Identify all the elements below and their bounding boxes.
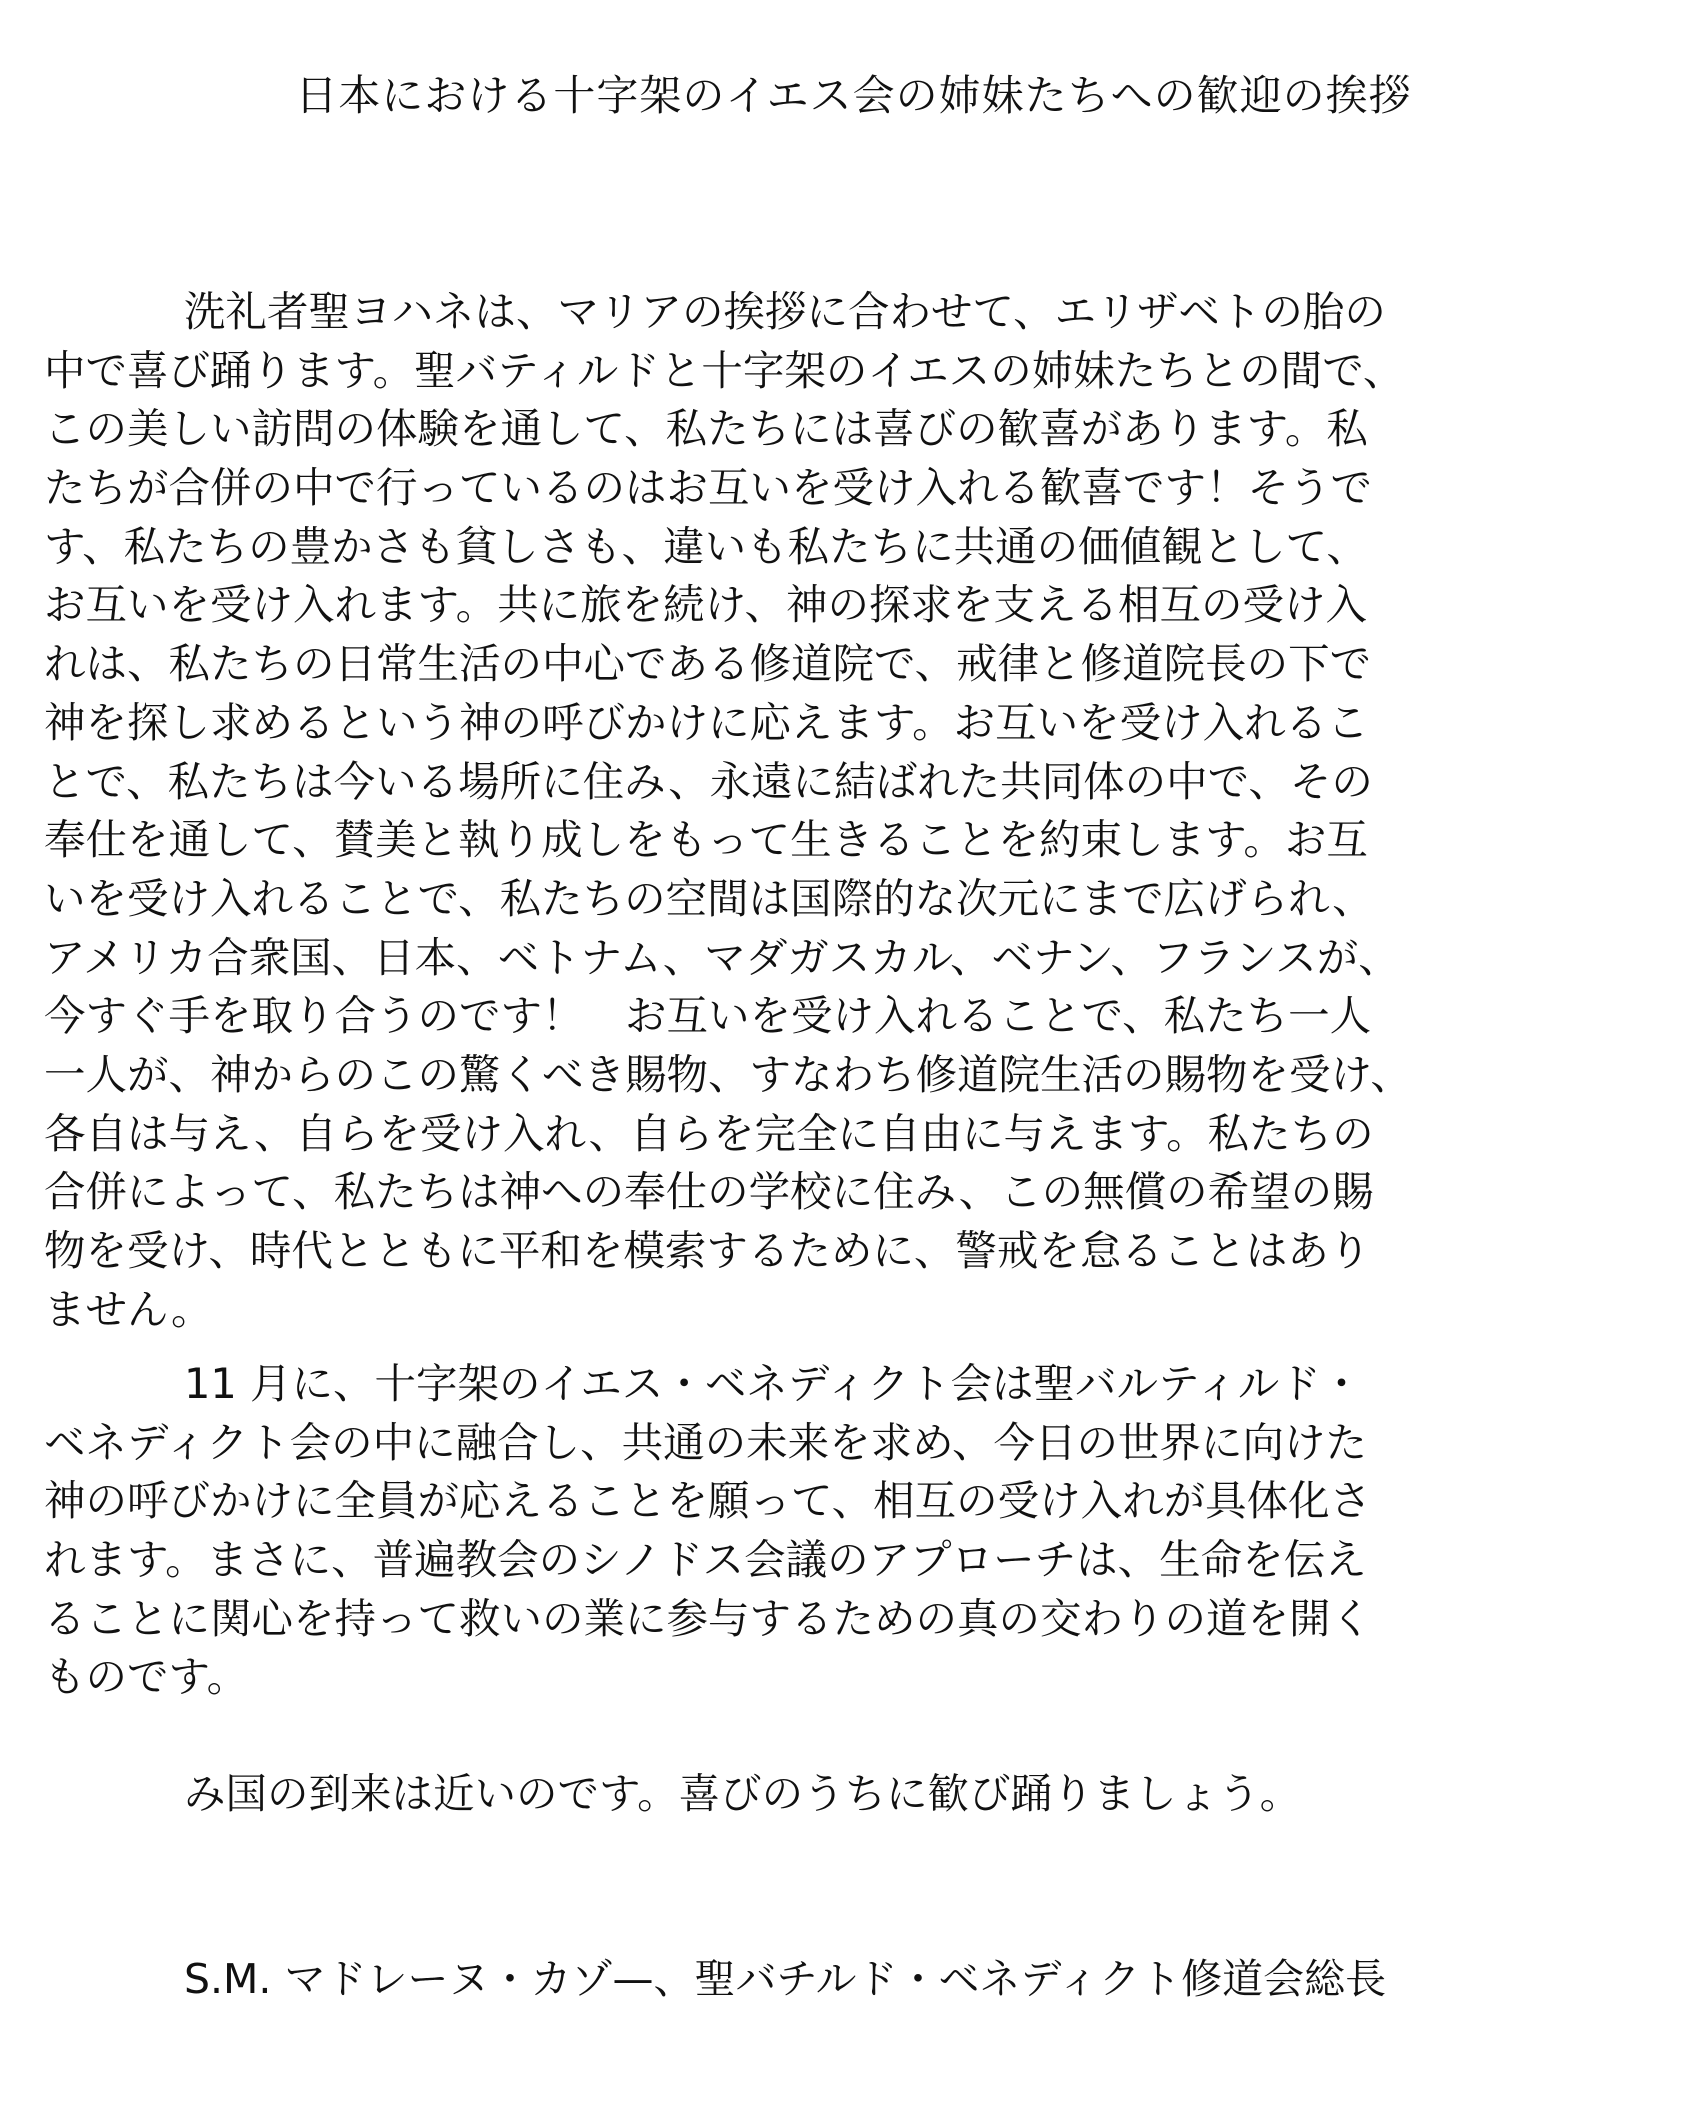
signature: S.M. マドレーヌ・カゾ—、聖バチルド・ベネディクト修道会総長	[184, 1955, 1387, 2003]
paragraph-line: とで、私たちは今いる場所に住み、永遠に結ばれた共同体の中で、その	[44, 756, 1373, 806]
paragraph-line: アメリカ合衆国、日本、ベトナム、マダガスカル、ベナン、フランスが、	[44, 932, 1400, 982]
paragraph-line: ベネディクト会の中に融合し、共通の未来を求め、今日の世界に向けた	[44, 1417, 1368, 1467]
paragraph-line: ものです。	[44, 1652, 249, 1702]
paragraph-line: 合併によって、私たちは神への奉仕の学校に住み、この無償の希望の賜	[44, 1167, 1374, 1217]
paragraph-line: 中で喜び踊ります。聖バティルドと十字架のイエスの姉妹たちとの間で、	[44, 345, 1405, 395]
paragraph-line: 11 月に、十字架のイエス・ベネディクト会は聖バルティルド・	[184, 1359, 1363, 1408]
document-title: 日本における十字架のイエス会の姉妹たちへの歓迎の挨拶	[295, 71, 1412, 120]
paragraph-visitation	[44, 283, 1664, 1339]
paragraph-november-merger	[44, 1355, 1664, 1707]
paragraph-line: お互いを受け入れます。共に旅を続け、神の探求を支える相互の受け入	[44, 580, 1368, 630]
paragraph-line: 一人が、神からのこの驚くべき賜物、すなわち修道院生活の賜物を受け、	[44, 1049, 1412, 1099]
paragraph-line: す、私たちの豊かさも貧しさも、違いも私たちに共通の価値観として、	[44, 521, 1368, 571]
paragraph-line: 各自は与え、自らを受け入れ、自らを完全に自由に与えます。私たちの	[44, 1108, 1374, 1158]
paragraph-closing	[44, 1765, 1664, 1824]
paragraph-line: ません。	[44, 1284, 213, 1334]
paragraph-line: れは、私たちの日常生活の中心である修道院で、戒律と修道院長の下で	[44, 639, 1372, 689]
paragraph-line: 物を受け、時代とともに平和を模索するために、警戒を怠ることはあり	[44, 1226, 1371, 1275]
paragraph-line: 神の呼びかけに全員が応えることを願って、相互の受け入れが具体化さ	[44, 1476, 1372, 1526]
paragraph-line: れます。まさに、普遍教会のシノドス会議のアプローチは、生命を伝え	[44, 1535, 1367, 1585]
paragraph-line: 奉仕を通して、賛美と執り成しをもって生きることを約束します。お互	[44, 815, 1368, 865]
paragraph-line: ることに関心を持って救いの業に参与するための真の交わりの道を開く	[44, 1593, 1373, 1643]
paragraph-line: 今すぐ手を取り合うのです！ お互いを受け入れることで、私たち一人	[44, 991, 1372, 1041]
paragraph-line: 洗礼者聖ヨハネは、マリアの挨拶に合わせて、エリザベトの胎の	[184, 287, 1386, 336]
paragraph-line: み国の到来は近いのです。喜びのうちに歓び踊りましょう。	[184, 1769, 1302, 1818]
paragraph-line: たちが合併の中で行っているのはお互いを受け入れる歓喜です！そうで	[44, 463, 1373, 513]
paragraph-line: 神を探し求めるという神の呼びかけに応えます。お互いを受け入れるこ	[44, 697, 1369, 747]
paragraph-line: この美しい訪問の体験を通して、私たちには喜びの歓喜があります。私	[44, 404, 1368, 454]
paragraph-line: いを受け入れることで、私たちの空間は国際的な次元にまで広げられ、	[44, 873, 1374, 923]
